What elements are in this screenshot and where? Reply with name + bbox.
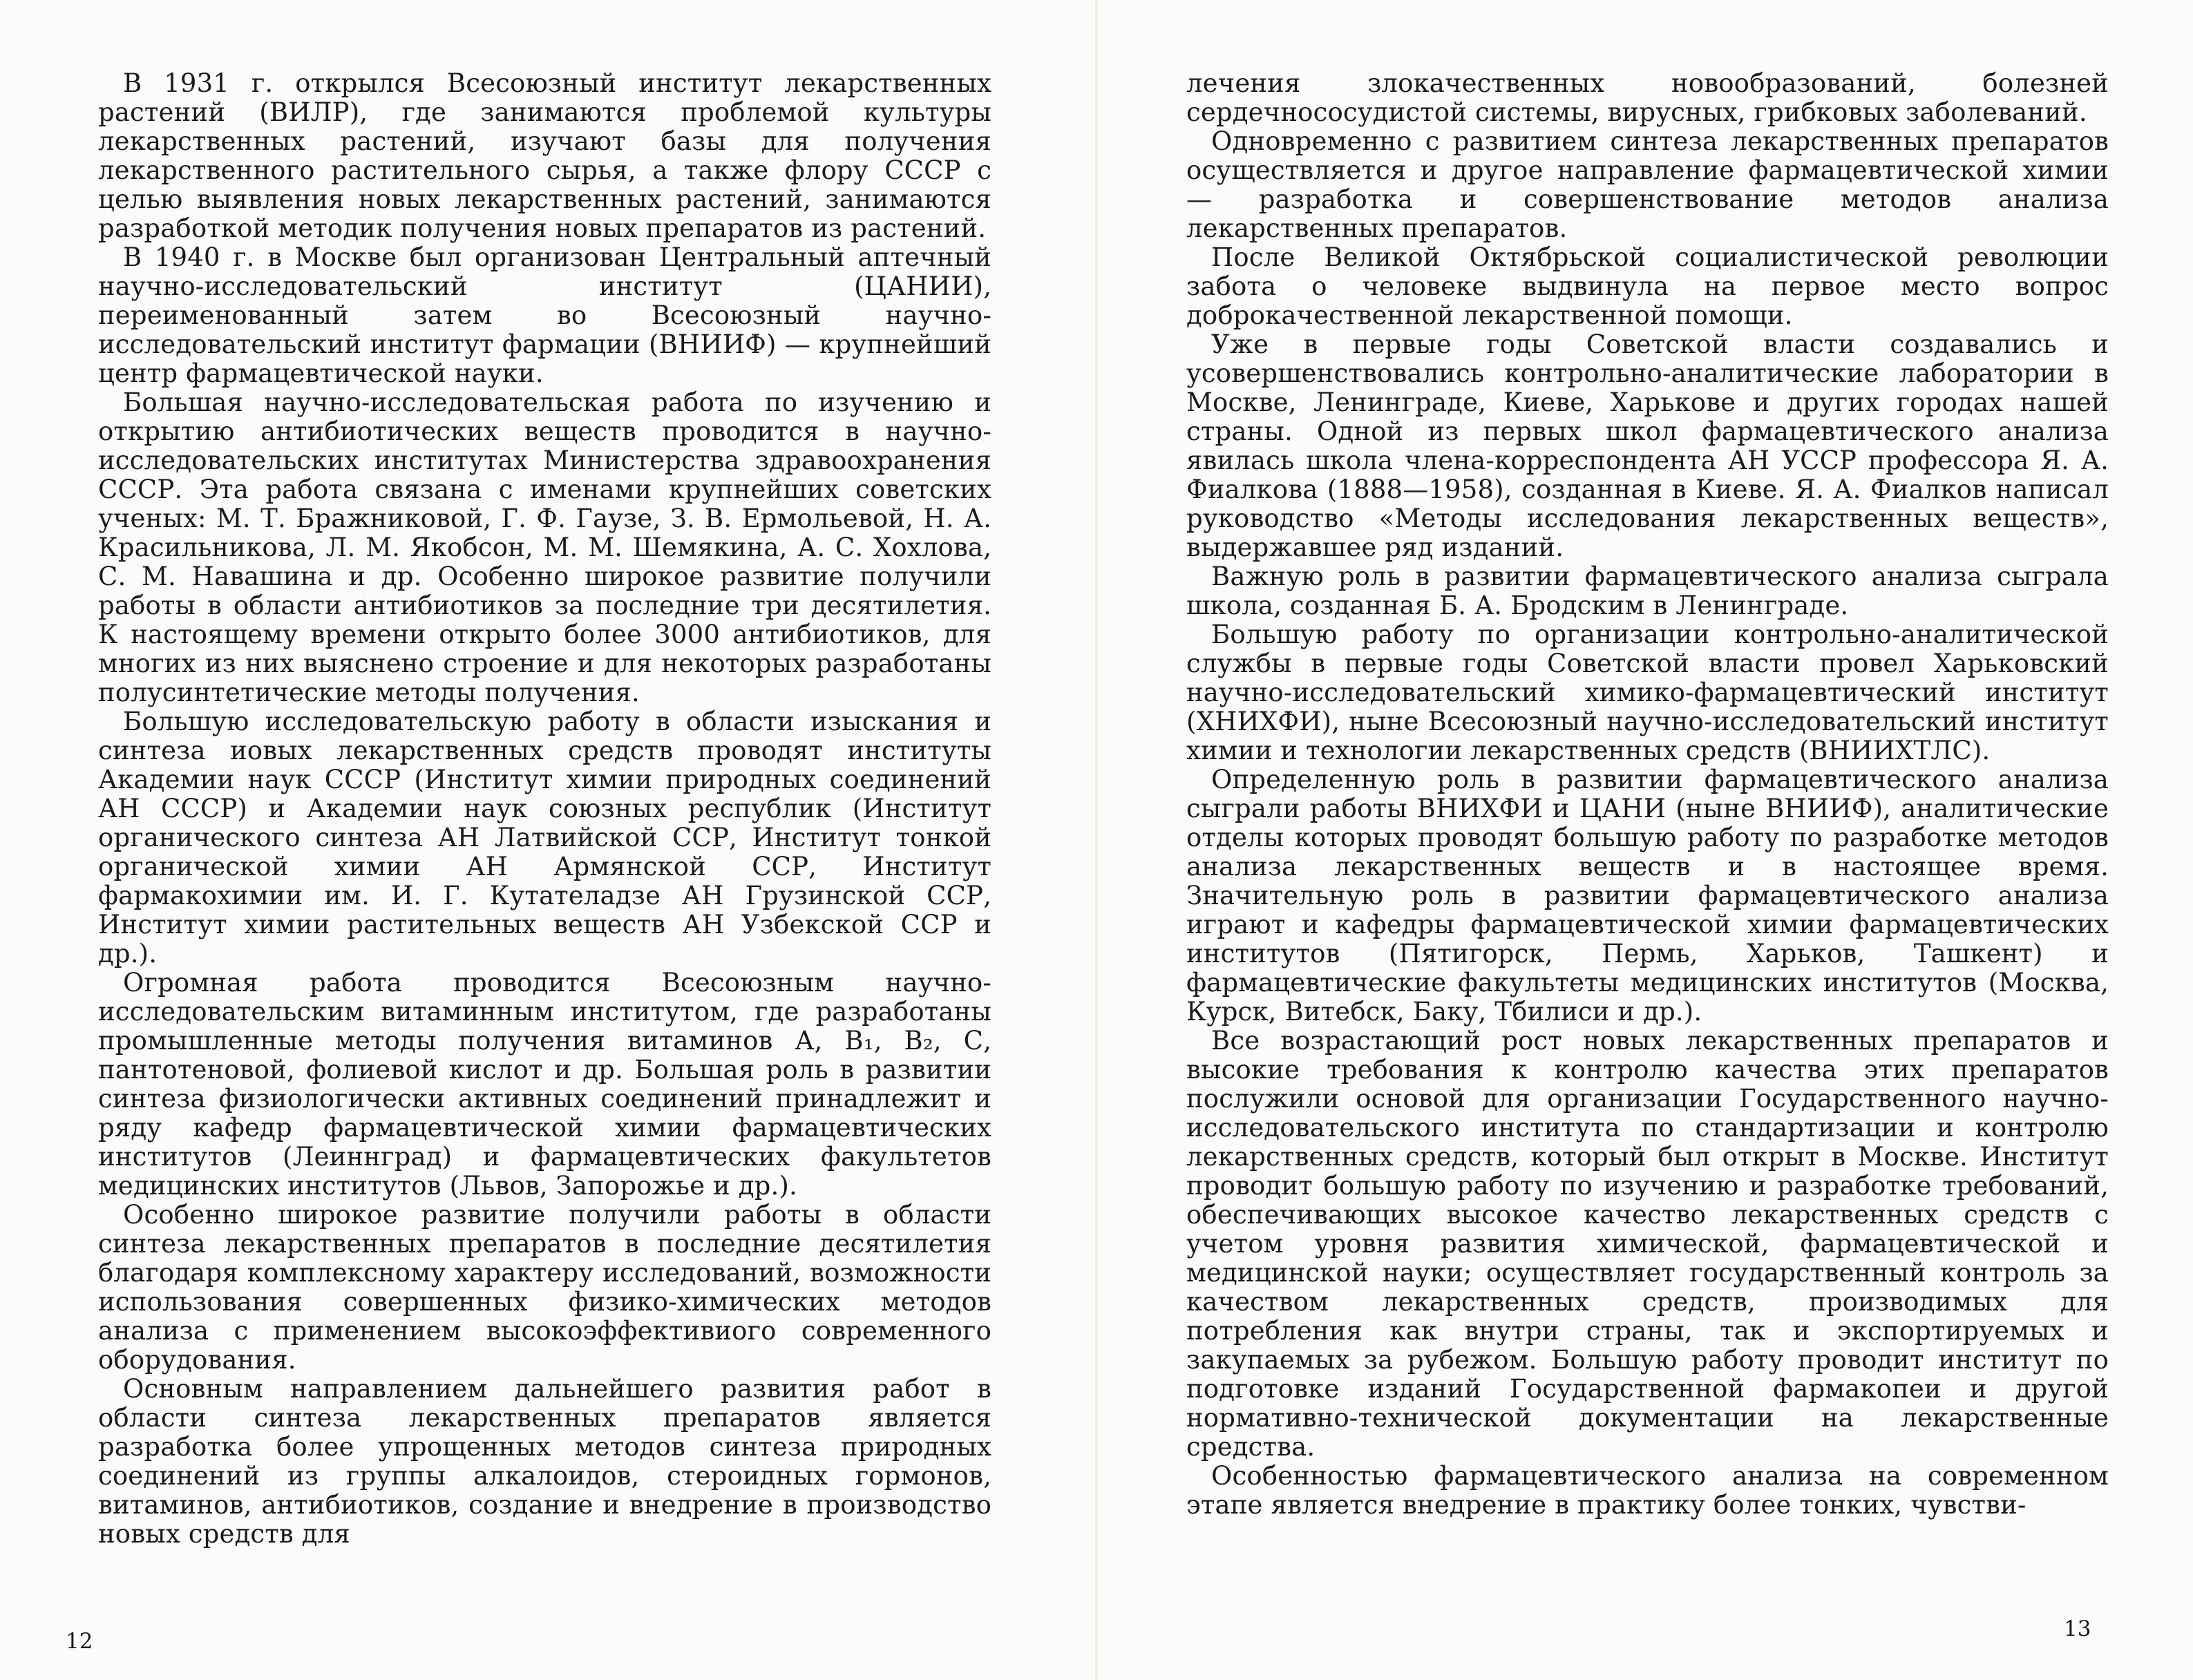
- paragraph: Основным направлением дальнейшего развития работ в области синтеза лекарственных препаратов является разработка более упрощенных методов синтеза природных соединений из группы алкалоидов, стероидных гормонов, витаминов, антибиотиков, создание и внедрение в производство новых средств для: [98, 1374, 991, 1549]
- paragraph: После Великой Октябрьской социалистической революции забота о человеке выдвинула на первое место вопрос доброкачественной лекарственной помощи.: [1186, 242, 2109, 330]
- paragraph: Большую исследовательскую работу в области изыскания и синтеза иовых лекарственных средств проводят институты Академии наук СССР (Институт химии природных соединений АН СССР) и Академии наук союзных республик (Институт органического синтеза АН Латвийской ССР, Институт тонкой органической химии АН Армянской ССР, Институт фармакохимии им. И. Г. Кутателадзе АН Грузинской ССР, Институт химии растительных веществ АН Узбекской ССР и др.).: [98, 707, 991, 968]
- paragraph: Большую работу по организации контрольно-аналитической службы в первые годы Советской власти провел Харьковский научно-исследовательский химико-фармацевтический институт (ХНИХФИ), ныне Всесоюзный научно-исследовательский институт химии и технологии лекарственных средств (ВНИИХТЛС).: [1186, 620, 2109, 765]
- paragraph: Важную роль в развитии фармацевтического анализа сыграла школа, созданная Б. А. Бродским в Ленинграде.: [1186, 562, 2109, 620]
- continuation-paragraph: лечения злокачественных новообразований, болезней сердечнососудистой системы, вирусных, грибковых заболеваний.: [1186, 68, 2109, 127]
- paragraph: В 1931 г. открылся Всесоюзный институт лекарственных растений (ВИЛР), где занимаются проблемой культуры лекарственных растений, изучают базы для получения лекарственного растительного сырья, а также флору СССР с целью выявления новых лекарственных растений, занимаются разработкой методик получения новых препаратов из растений.: [98, 68, 991, 243]
- left-text-column: [98, 69, 991, 1549]
- right-page: [1096, 0, 2193, 1680]
- paragraph: В 1940 г. в Москве был организован Центральный аптечный научно-исследовательский институт (ЦАНИИ), переименованный затем во Всесоюзный научно-исследовательский институт фармации (ВНИИФ) — крупнейший центр фармацевтической науки.: [98, 242, 991, 388]
- paragraph: Одновременно с развитием синтеза лекарственных препаратов осуществляется и другое направление фармацевтической химии — разработка и совершенствование методов анализа лекарственных препаратов.: [1186, 126, 2109, 243]
- page-number: 13: [2064, 1616, 2091, 1641]
- paragraph: Огромная работа проводится Всесоюзным научно-исследовательским витаминным институтом, где разработаны промышленные методы получения витаминов А, B₁, B₂, С, пантотеновой, фолиевой кислот и др. Большая роль в развитии синтеза физиологически активных соединений принадлежит и ряду кафедр фармацевтической химии фармацевтических институтов (Леиннград) и фармацевтических факультетов медицинских институтов (Львов, Запорожье и др.).: [98, 968, 991, 1201]
- paragraph: Определенную роль в развитии фармацевтического анализа сыграли работы ВНИХФИ и ЦАНИ (ныне ВНИИФ), аналитические отделы которых проводят большую работу по разработке методов анализа лекарственных веществ и в настоящее время. Значительную роль в развитии фармацевтического анализа играют и кафедры фармацевтической химии фармацевтических институтов (Пятигорск, Пермь, Харьков, Ташкент) и фармацевтические факультеты медицинских институтов (Москва, Курск, Витебск, Баку, Тбилиси и др.).: [1186, 765, 2109, 1027]
- paragraph: Особенно широкое развитие получили работы в области синтеза лекарственных препаратов в последние десятилетия благодаря комплексному характеру исследований, возможности использования совершенных физико-химических методов анализа с применением высокоэффективиого современного оборудования.: [98, 1200, 991, 1375]
- left-page: [0, 0, 1096, 1680]
- paragraph: Все возрастающий рост новых лекарственных препаратов и высокие требования к контролю качества этих препаратов послужили основой для организации Государственного научно-исследовательского института по стандартизации и контролю лекарственных средств, который был открыт в Москве. Институт проводит большую работу по изучению и разработке требований, обеспечивающих высокое качество лекарственных средств с учетом уровня развития химической, фармацевтической и медицинской науки; осуществляет государственный контроль за качеством лекарственных средств, производимых для потребления как внутри страны, так и экспортируемых и закупаемых за рубежом. Большую работу проводит институт по подготовке изданий Государственной фармакопеи и другой нормативно-технической документации на лекарственные средства.: [1186, 1026, 2109, 1462]
- paragraph: Особенностью фармацевтического анализа на современном этапе является внедрение в практику более тонких, чувстви-: [1186, 1461, 2109, 1520]
- paragraph: Большая научно-исследовательская работа по изучению и открытию антибиотических веществ проводится в научно-исследовательских институтах Министерства здравоохранения СССР. Эта работа связана с именами крупнейших советских ученых: М. Т. Бражниковой, Г. Ф. Гаузе, З. В. Ермольевой, Н. А. Красильникова, Л. М. Якобсон, М. М. Шемякина, А. С. Хохлова, С. М. Навашина и др. Особенно широкое развитие получили работы в области антибиотиков за последние три десятилетия. К настоящему времени открыто более 3000 антибиотиков, для многих из них выяснено строение и для некоторых разработаны полусинтетические методы получения.: [98, 388, 991, 707]
- right-text-column: [1186, 69, 2109, 1520]
- page-number: 12: [66, 1629, 93, 1654]
- paragraph: Уже в первые годы Советской власти создавались и усовершенствовались контрольно-аналитические лаборатории в Москве, Ленинграде, Киеве, Харькове и других городах нашей страны. Одной из первых школ фармацевтического анализа явилась школа члена-корреспондента АН УССР профессора Я. А. Фиалкова (1888—1958), созданная в Киеве. Я. А. Фиалков написал руководство «Методы исследования лекарственных веществ», выдержавшее ряд изданий.: [1186, 330, 2109, 562]
